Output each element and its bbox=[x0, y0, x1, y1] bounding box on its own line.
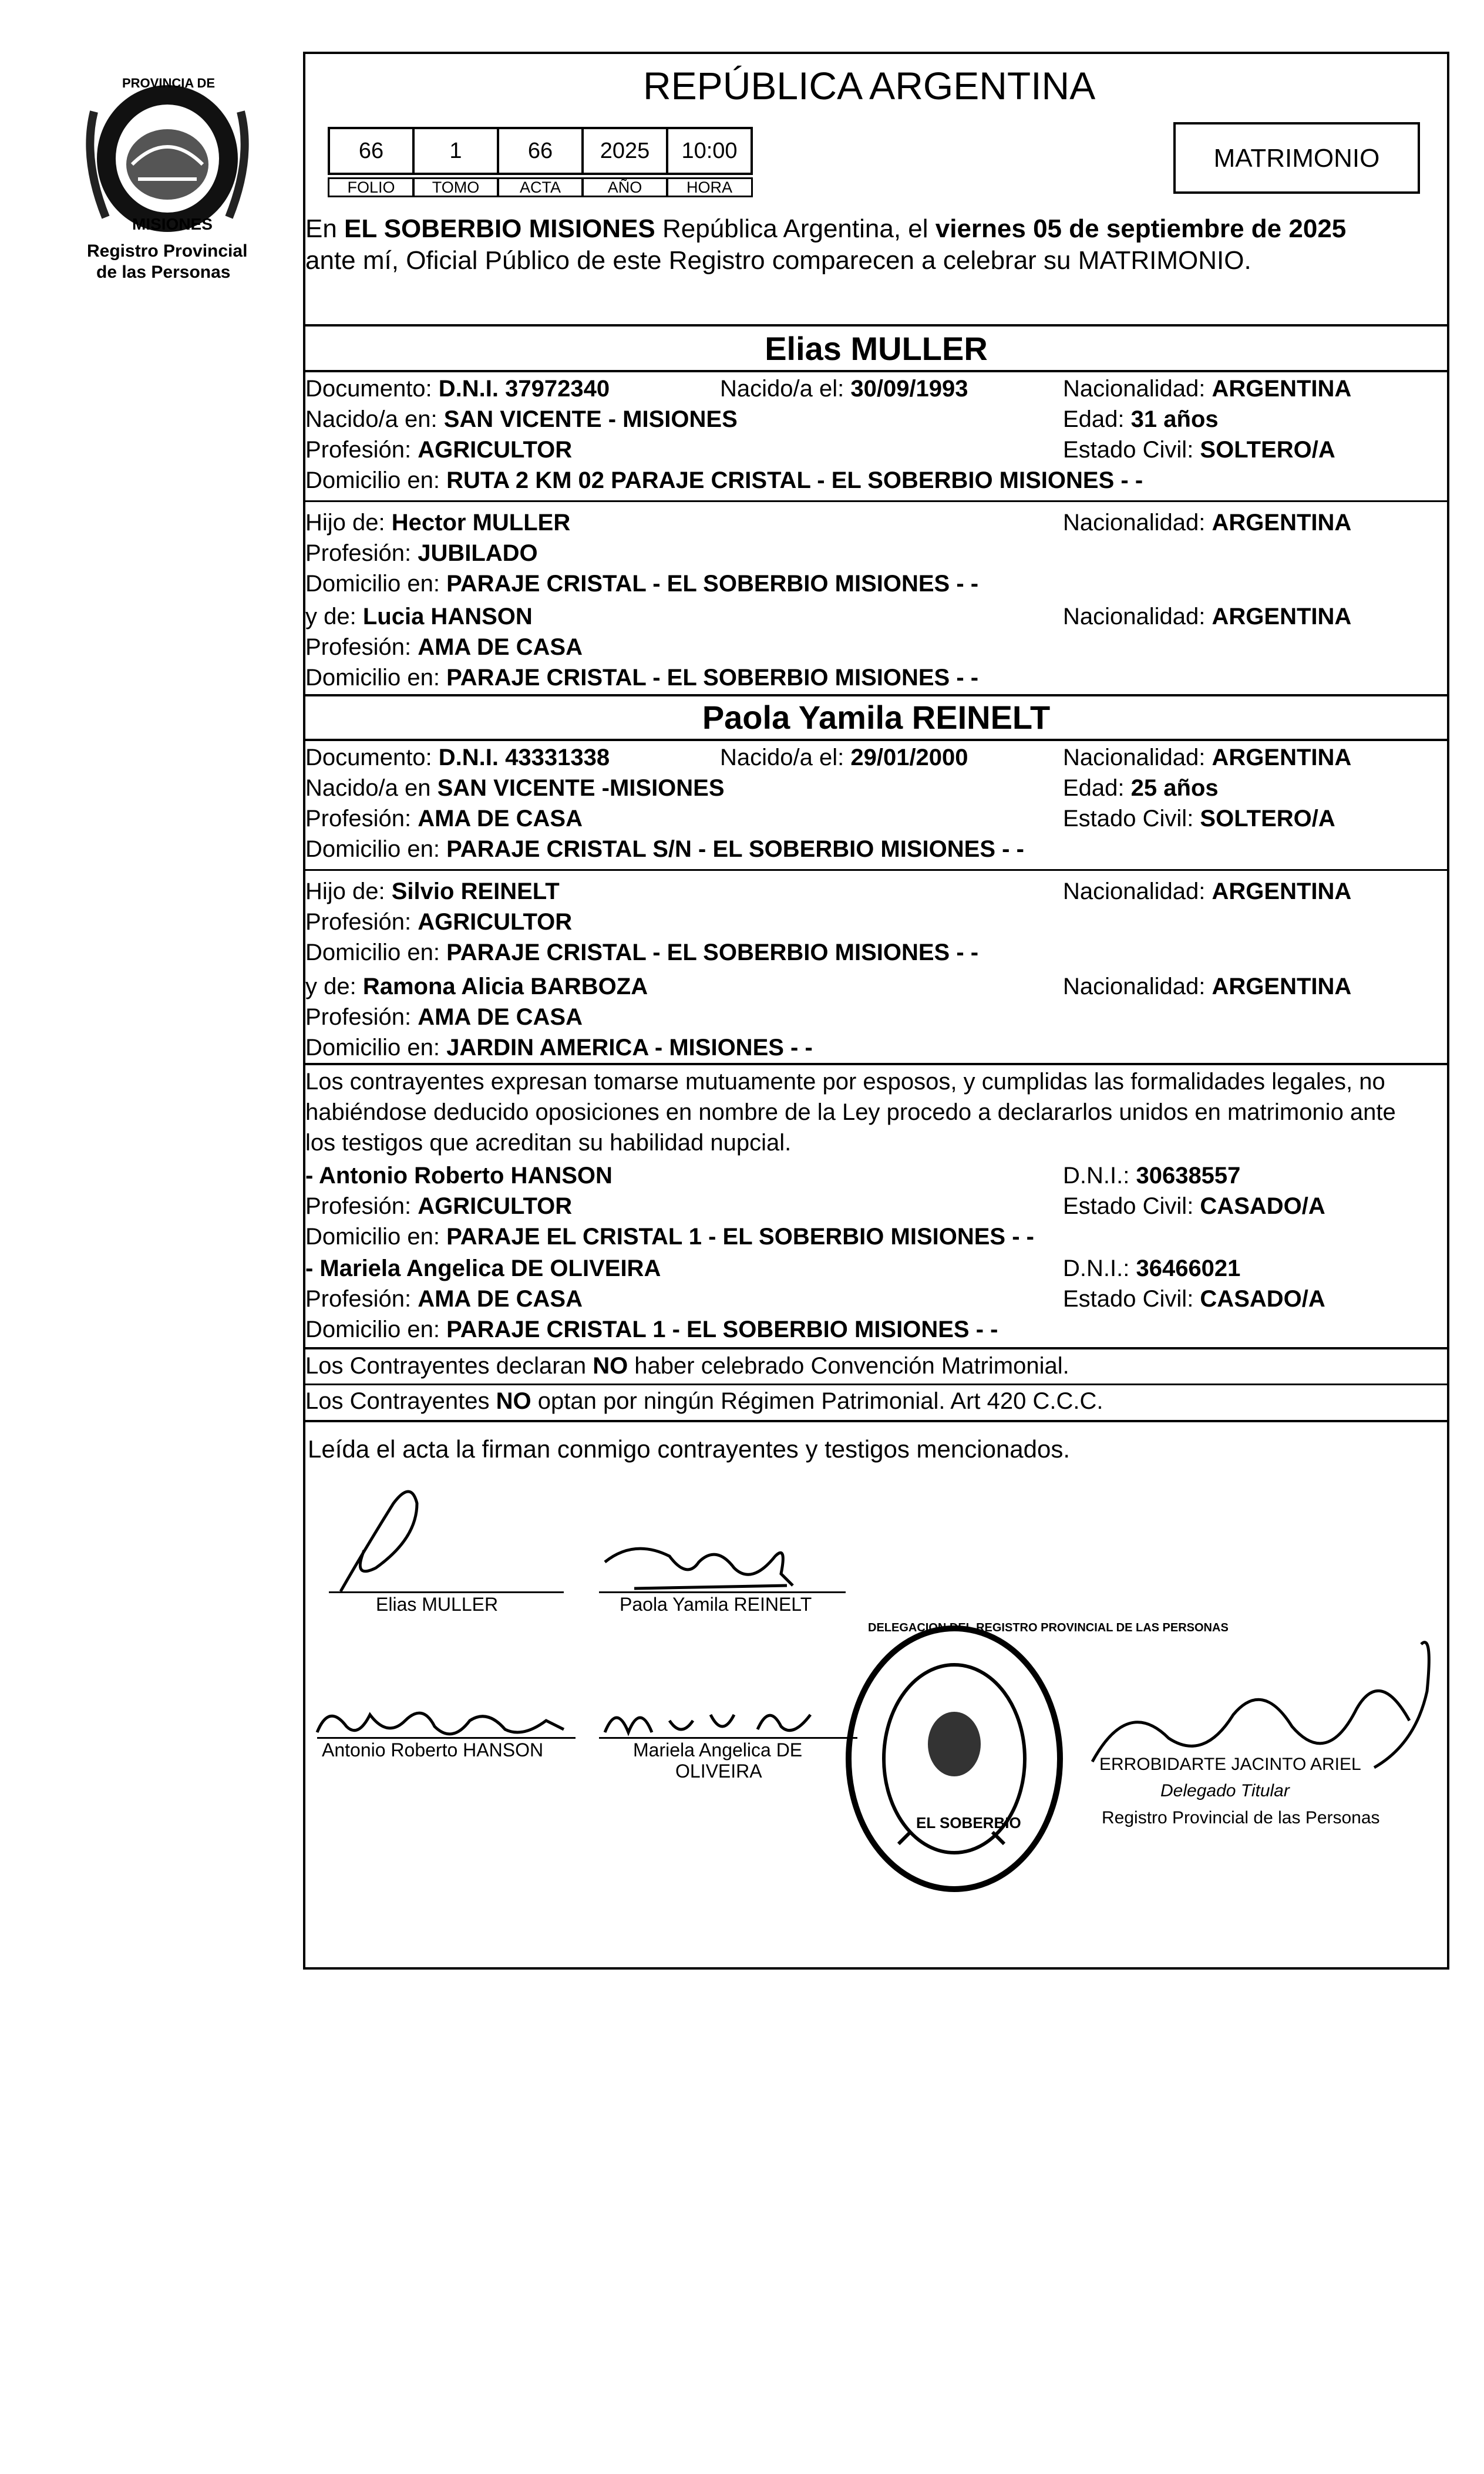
spouse2-father-nationality: ARGENTINA bbox=[1212, 878, 1352, 904]
ano-label: AÑO bbox=[581, 177, 668, 197]
divider bbox=[303, 1420, 1449, 1422]
intro-place: EL SOBERBIO MISIONES bbox=[344, 214, 655, 243]
witness1-dni: 30638557 bbox=[1136, 1163, 1241, 1189]
stamp-ring-text: DELEGACION DEL REGISTRO PROVINCIAL DE LAS PERSONAS bbox=[868, 1621, 1229, 1634]
logo-org-line2: de las Personas bbox=[96, 262, 231, 282]
spouse1-profession: AGRICULTOR bbox=[418, 437, 573, 463]
spouse2-mother-address: JARDIN AMERICA - MISIONES - - bbox=[446, 1035, 813, 1061]
spouse1-birthplace: SAN VICENTE - MISIONES bbox=[443, 406, 738, 432]
spouse1-father-name: Hector MULLER bbox=[391, 510, 571, 536]
spouse2-father-name: Silvio REINELT bbox=[391, 878, 560, 904]
intro-date: viernes 05 de septiembre de 2025 bbox=[935, 214, 1347, 243]
spouse2-age: 25 años bbox=[1130, 775, 1219, 801]
spouse2-father-address: PARAJE CRISTAL - EL SOBERBIO MISIONES - - bbox=[446, 940, 979, 965]
signature-elias-muller bbox=[329, 1480, 446, 1597]
declaration-line-3: los testigos que acreditan su habilidad nupcial. bbox=[305, 1130, 792, 1156]
witness2-name: - Mariela Angelica DE OLIVEIRA bbox=[305, 1255, 661, 1281]
closing-statement: Leída el acta la firman conmigo contrayentes y testigos mencionados. bbox=[308, 1435, 1071, 1463]
witness2-civil-status: CASADO/A bbox=[1200, 1286, 1325, 1312]
spouse1-address: RUTA 2 KM 02 PARAJE CRISTAL - EL SOBERBIO MISIONES - - bbox=[446, 467, 1143, 493]
spouse2-nationality: ARGENTINA bbox=[1212, 745, 1352, 770]
hora-label: HORA bbox=[666, 177, 753, 197]
acta-value: 66 bbox=[497, 127, 584, 175]
spouse2-mother-name: Ramona Alicia BARBOZA bbox=[362, 974, 648, 999]
logo-seal-top: PROVINCIA DE bbox=[122, 76, 216, 90]
spouse1-mother-profession: AMA DE CASA bbox=[418, 634, 583, 660]
sig-caption-1: Elias MULLER bbox=[376, 1594, 499, 1615]
witness1-name: - Antonio Roberto HANSON bbox=[305, 1163, 613, 1189]
spouse1-age: 31 años bbox=[1130, 406, 1219, 432]
tomo-value: 1 bbox=[412, 127, 499, 175]
hora-value: 10:00 bbox=[666, 127, 753, 175]
intro-line-2: ante mí, Oficial Público de este Registro comparecen a celebrar su MATRIMONIO. bbox=[305, 246, 1251, 275]
declaration-line-2: habiéndose deducido oposiciones en nombre de la Ley procedo a declararlos unidos en matrimonio ante bbox=[305, 1099, 1396, 1125]
divider bbox=[303, 1347, 1449, 1349]
spouse1-nationality: ARGENTINA bbox=[1212, 376, 1352, 402]
folio-value: 66 bbox=[328, 127, 415, 175]
sig-caption-4b: OLIVEIRA bbox=[675, 1761, 762, 1782]
spouse1-mother-name: Lucia HANSON bbox=[362, 604, 533, 630]
tomo-label: TOMO bbox=[412, 177, 499, 197]
officer-name: ERROBIDARTE JACINTO ARIEL bbox=[1099, 1755, 1361, 1774]
witness1-civil-status: CASADO/A bbox=[1200, 1193, 1325, 1219]
spouse2-birthdate: 29/01/2000 bbox=[850, 745, 968, 770]
spouse1-name: Elias MULLER bbox=[765, 330, 988, 367]
spouse1-birthdate: 30/09/1993 bbox=[850, 376, 968, 402]
officer-org: Registro Provincial de las Personas bbox=[1102, 1808, 1380, 1827]
sig-caption-2: Paola Yamila REINELT bbox=[620, 1594, 812, 1615]
act-type: MATRIMONIO bbox=[1213, 144, 1380, 173]
divider bbox=[303, 1063, 1449, 1065]
witness2-address: PARAJE CRISTAL 1 - EL SOBERBIO MISIONES - - bbox=[446, 1317, 998, 1342]
witness2-dni: 36466021 bbox=[1136, 1255, 1241, 1281]
convention-line-1: Los Contrayentes declaran NO haber celebrado Convención Matrimonial. bbox=[305, 1353, 1069, 1379]
stamp-center-text: EL SOBERBIO bbox=[916, 1814, 1021, 1832]
divider bbox=[303, 324, 1449, 326]
spouse2-mother-profession: AMA DE CASA bbox=[418, 1004, 583, 1030]
acta-label: ACTA bbox=[497, 177, 584, 197]
sig-caption-3: Antonio Roberto HANSON bbox=[322, 1739, 544, 1761]
witness1-profession: AGRICULTOR bbox=[418, 1193, 573, 1219]
divider bbox=[303, 370, 1449, 372]
witness1-address: PARAJE EL CRISTAL 1 - EL SOBERBIO MISIONES - - bbox=[446, 1224, 1034, 1250]
spouse1-mother-nationality: ARGENTINA bbox=[1212, 604, 1352, 630]
convention-line-2: Los Contrayentes NO optan por ningún Régimen Patrimonial. Art 420 C.C.C. bbox=[305, 1388, 1103, 1414]
ano-value: 2025 bbox=[581, 127, 668, 175]
spouse1-father-profession: JUBILADO bbox=[418, 540, 538, 566]
logo-org-line1: Registro Provincial bbox=[87, 241, 248, 261]
country-title: REPÚBLICA ARGENTINA bbox=[643, 64, 1096, 107]
spouse2-name: Paola Yamila REINELT bbox=[702, 699, 1051, 736]
act-type-box bbox=[1173, 122, 1420, 194]
spouse2-profession: AMA DE CASA bbox=[418, 806, 583, 832]
spouse1-civil-status: SOLTERO/A bbox=[1200, 437, 1335, 463]
folio-label: FOLIO bbox=[328, 177, 415, 197]
intro-line-1: En EL SOBERBIO MISIONES República Argentina, el viernes 05 de septiembre de 2025 bbox=[305, 214, 1347, 243]
spouse1-document: D.N.I. 37972340 bbox=[438, 376, 610, 402]
spouse2-address: PARAJE CRISTAL S/N - EL SOBERBIO MISIONES - - bbox=[446, 836, 1024, 862]
officer-title: Delegado Titular bbox=[1160, 1781, 1290, 1800]
spouse1-father-nationality: ARGENTINA bbox=[1212, 510, 1352, 536]
registry-stamp-icon bbox=[840, 1621, 1069, 1897]
divider bbox=[303, 694, 1449, 696]
witness2-profession: AMA DE CASA bbox=[418, 1286, 583, 1312]
spouse2-birthplace: SAN VICENTE -MISIONES bbox=[437, 775, 725, 801]
spouse2-civil-status: SOLTERO/A bbox=[1200, 806, 1335, 832]
spouse2-document: D.N.I. 43331338 bbox=[438, 745, 610, 770]
declaration-line-1: Los contrayentes expresan tomarse mutuamente por esposos, y cumplidas las formalidades legales, no bbox=[305, 1069, 1385, 1095]
spouse2-mother-nationality: ARGENTINA bbox=[1212, 974, 1352, 999]
spouse2-father-profession: AGRICULTOR bbox=[418, 909, 573, 935]
divider bbox=[303, 739, 1449, 741]
logo-seal-bottom: MISIONES bbox=[132, 215, 213, 233]
spouse1-father-address: PARAJE CRISTAL - EL SOBERBIO MISIONES - - bbox=[446, 571, 979, 597]
spouse1-mother-address: PARAJE CRISTAL - EL SOBERBIO MISIONES - - bbox=[446, 665, 979, 691]
sig-caption-4a: Mariela Angelica DE bbox=[633, 1739, 803, 1761]
